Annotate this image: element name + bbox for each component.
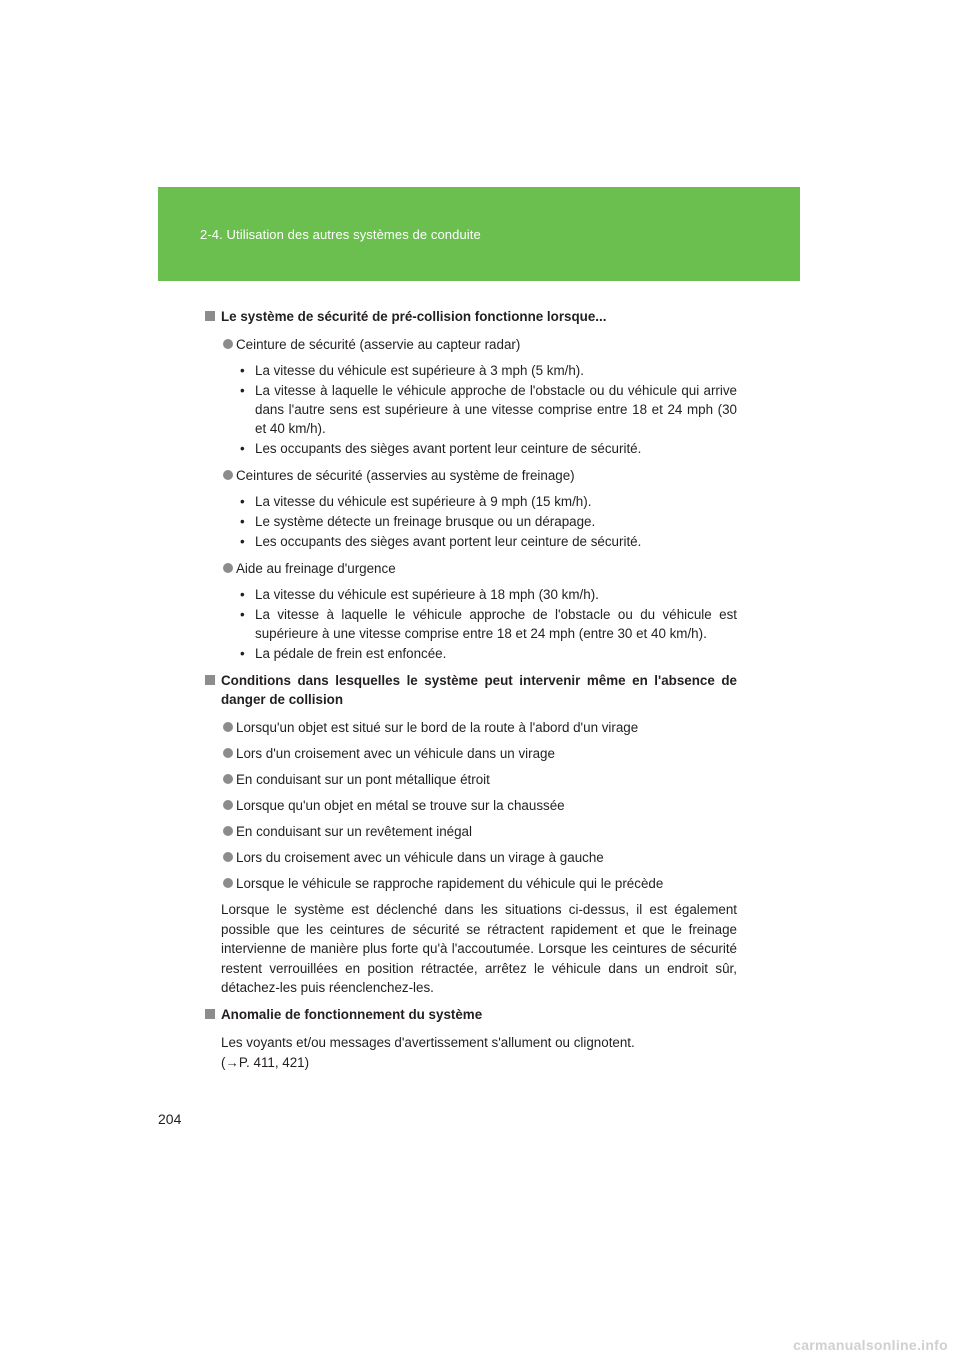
page-reference: (→P. 411, 421) <box>221 1055 310 1070</box>
circle-bullet-icon <box>223 826 233 836</box>
dot-item: En conduisant sur un revêtement inégal <box>205 822 737 841</box>
dot-item: Lors d'un croisement avec un véhicule dans un virage <box>205 744 737 763</box>
square-bullet-icon <box>205 1009 215 1019</box>
circle-bullet-icon <box>223 339 233 349</box>
bullet-item: • Les occupants des sièges avant portent leur ceinture de sécurité. <box>240 534 642 549</box>
body-paragraph: Les voyants et/ou messages d'avertissement s'allument ou clignotent. <box>221 1034 635 1050</box>
section-heading: Anomalie de fonctionnement du système <box>205 1005 737 1024</box>
circle-bullet-icon <box>223 563 233 573</box>
dot-item: Aide au freinage d'urgence <box>205 559 737 578</box>
circle-bullet-icon <box>223 470 233 480</box>
dot-item: En conduisant sur un pont métallique étroit <box>205 770 737 789</box>
square-bullet-icon <box>205 675 215 685</box>
bullet-item: • La vitesse à laquelle le véhicule approche de l'obstacle ou du véhicule qui arrive dans l'autre sens est supérieure à une vitesse comprise entre 18 et 24 mph (30 et 40 km/h). <box>240 383 737 436</box>
bullet-item: • La pédale de frein est enfoncée. <box>240 646 447 661</box>
circle-bullet-icon <box>223 878 233 888</box>
bullet-item: • Le système détecte un freinage brusque ou un dérapage. <box>240 514 596 529</box>
section-heading: Conditions dans lesquelles le système peut intervenir même en l'absence de danger de collision <box>205 671 737 709</box>
circle-bullet-icon <box>223 774 233 784</box>
bullet-item: • La vitesse du véhicule est supérieure à 9 mph (15 km/h). <box>240 494 592 509</box>
chapter-title: 2-4. Utilisation des autres systèmes de conduite <box>200 227 481 242</box>
circle-bullet-icon <box>223 852 233 862</box>
bullet-item: • La vitesse du véhicule est supérieure à 18 mph (30 km/h). <box>240 587 599 602</box>
bullet-item: • Les occupants des sièges avant portent leur ceinture de sécurité. <box>240 441 642 456</box>
circle-bullet-icon <box>223 722 233 732</box>
page-number: 204 <box>158 1111 182 1127</box>
page-content <box>205 307 737 1080</box>
dot-item: Lors du croisement avec un véhicule dans un virage à gauche <box>205 848 737 867</box>
circle-bullet-icon <box>223 800 233 810</box>
body-paragraph: Lorsque le système est déclenché dans les situations ci-dessus, il est également possible que les ceintures de sécurité se rétractent rapidement et que le freinage intervienne de manière plus forte qu'à l'accoutumée. Lorsque les ceintures de sécurité restent verrouillées en position rétractée, arrêtez le véhicule dans un endroit sûr, détachez-les puis réenclenchez-les. <box>221 902 737 995</box>
dot-item: Lorsque le véhicule se rapproche rapidement du véhicule qui le précède <box>205 874 737 893</box>
bullet-item: • La vitesse du véhicule est supérieure à 3 mph (5 km/h). <box>240 363 584 378</box>
dot-item: Ceintures de sécurité (asservies au système de freinage) <box>205 466 737 485</box>
chapter-header-band <box>158 187 800 281</box>
section-heading: Le système de sécurité de pré-collision fonctionne lorsque... <box>205 307 737 326</box>
square-bullet-icon <box>205 311 215 321</box>
dot-item: Lorsque qu'un objet en métal se trouve sur la chaussée <box>205 796 737 815</box>
bullet-item: • La vitesse à laquelle le véhicule approche de l'obstacle ou du véhicule est supérieure à une vitesse comprise entre 18 et 24 mph (entre 30 et 40 km/h). <box>240 607 737 641</box>
dot-item: Ceinture de sécurité (asservie au capteur radar) <box>205 335 737 354</box>
site-watermark: carmanualsonline.info <box>793 1337 948 1353</box>
circle-bullet-icon <box>223 748 233 758</box>
dot-item: Lorsqu'un objet est situé sur le bord de la route à l'abord d'un virage <box>205 718 737 737</box>
